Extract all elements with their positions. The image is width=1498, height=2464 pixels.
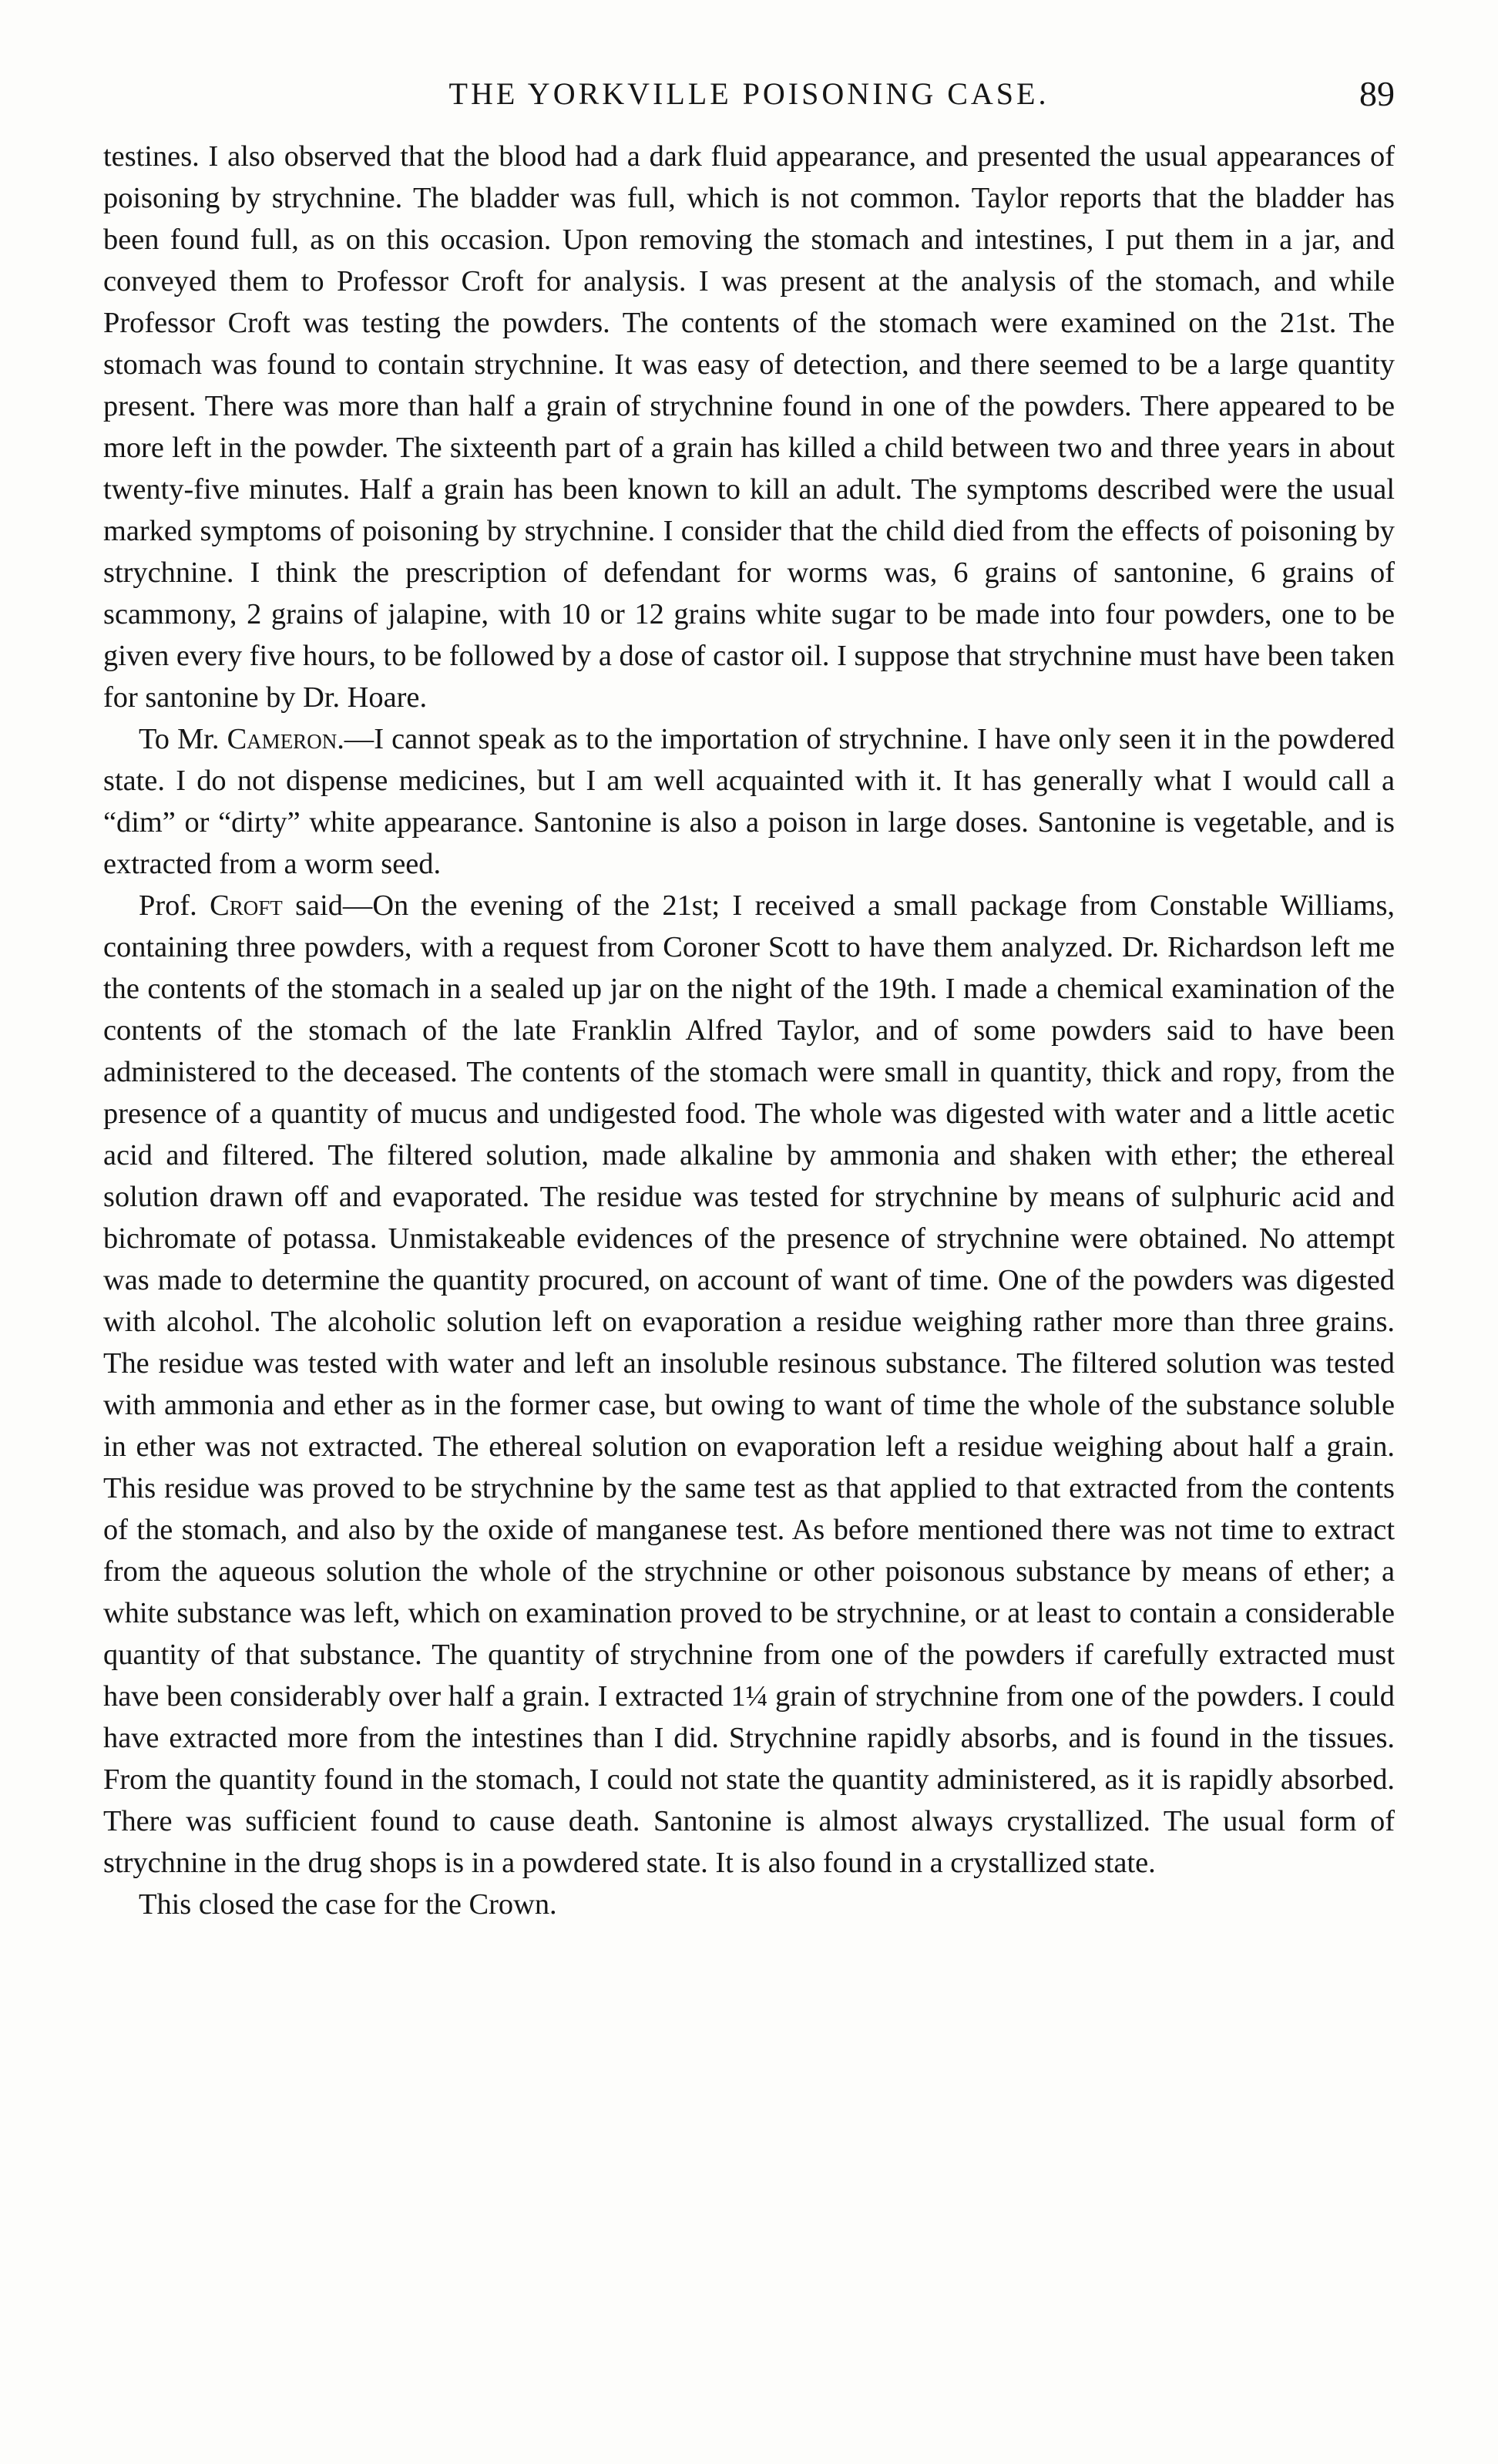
paragraph-prefix: To Mr. [139,723,227,755]
paragraph-closing [103,1884,1395,1925]
paragraph-cross-examination [103,718,1395,885]
paragraph-text: testines. I also observed that the blood had a dark fluid appearance, and presented the usual appearances of poisoning by strychnine. The bladder was full, which is not common. Taylor reports that the bladder has been found full, as on this occasion. Upon removing the stomach and intestines, I put them in a jar, and conveyed them to Professor Croft for analysis. I was present at the analysis of the stomach, and while Professor Croft was testing the powders. The contents of the stomach were examined on the 21st. The stomach was found to contain strychnine. It was easy of detection, and there seemed to be a large quantity present. There was more than half a grain of strychnine found in one of the powders. There appeared to be more left in the powder. The sixteenth part of a grain has killed a child between two and three years in about twenty-five minutes. Half a grain has been known to kill an adult. The symptoms described were the usual marked symptoms of poisoning by strychnine. I consider that the child died from the effects of poisoning by strychnine. I think the prescription of defendant for worms was, 6 grains of santonine, 6 grains of scammony, 2 grains of jalapine, with 10 or 12 grains white sugar to be made into four powders, one to be given every five hours, to be followed by a dose of castor oil. I suppose that strychnine must have been taken for santonine by Dr. Hoare. [103,140,1395,714]
page-header [103,71,1395,117]
paragraph-text: This closed the case for the Crown. [139,1888,557,1921]
running-title: THE YORKVILLE POISONING CASE. [448,76,1050,111]
paragraph-prefix: Prof. [139,889,210,922]
page-body [103,136,1395,1925]
paragraph-croft-testimony [103,885,1395,1884]
speaker-name: Cameron [227,723,338,755]
page-number: 89 [1359,74,1395,113]
paragraph-text: said—On the evening of the 21st; I received a small package from Constable Williams, containing three powders, with a request from Coroner Scott to have them analyzed. Dr. Richardson left me the contents of the stomach in a sealed up jar on the night of the 19th. I made a chemical examination of the contents of the stomach of the late Franklin Alfred Taylor, and of some powders said to have been administered to the deceased. The contents of the stomach were small in quantity, thick and ropy, from the presence of a quantity of mucus and undigested food. The whole was digested with water and a little acetic acid and filtered. The filtered solution, made alkaline by ammonia and shaken with ether; the ethereal solution drawn off and evaporated. The residue was tested for strychnine by means of sulphuric acid and bichromate of potassa. Unmistakeable evidences of the presence of strychnine were obtained. No attempt was made to determine the quantity procured, on account of want of time. One of the powders was digested with alcohol. The alcoholic solution left on evaporation a residue weighing rather more than three grains. The residue was tested with water and left an insoluble resinous substance. The filtered solution was tested with ammonia and ether as in the former case, but owing to want of time the whole of the substance soluble in ether was not extracted. The ethereal solution on evaporation left a residue weighing about half a grain. This residue was proved to be strychnine by the same test as that applied to that extracted from the contents of the stomach, and also by the oxide of manganese test. As before mentioned there was not time to extract from the aqueous solution the whole of the strychnine or other poisonous substance by means of ether; a white substance was left, which on examination proved to be strychnine, or at least to contain a considerable quantity of that substance. The quantity of strychnine from one of the powders if carefully extracted must have been considerably over half a grain. I extracted 1¼ grain of strychnine from one of the powders. I could have extracted more from the intestines than I did. Strychnine rapidly absorbs, and is found in the tissues. From the quantity found in the stomach, I could not state the quantity administered, as it is rapidly absorbed. There was sufficient found to cause death. Santonine is almost always crystallized. The usual form of strychnine in the drug shops is in a powdered state. It is also found in a crystallized state. [103,889,1396,1879]
paragraph-text: .—I cannot speak as to the importation of strychnine. I have only seen it in the powdered state. I do not dispense medicines, but I am well acquainted with it. It has generally what I would call a “dim” or “dirty” white appearance. Santonine is also a poison in large doses. Santonine is vegetable, and is extracted from a worm seed. [103,723,1395,880]
paragraph-testimony-continued [103,136,1395,718]
speaker-name: Croft [210,889,283,922]
